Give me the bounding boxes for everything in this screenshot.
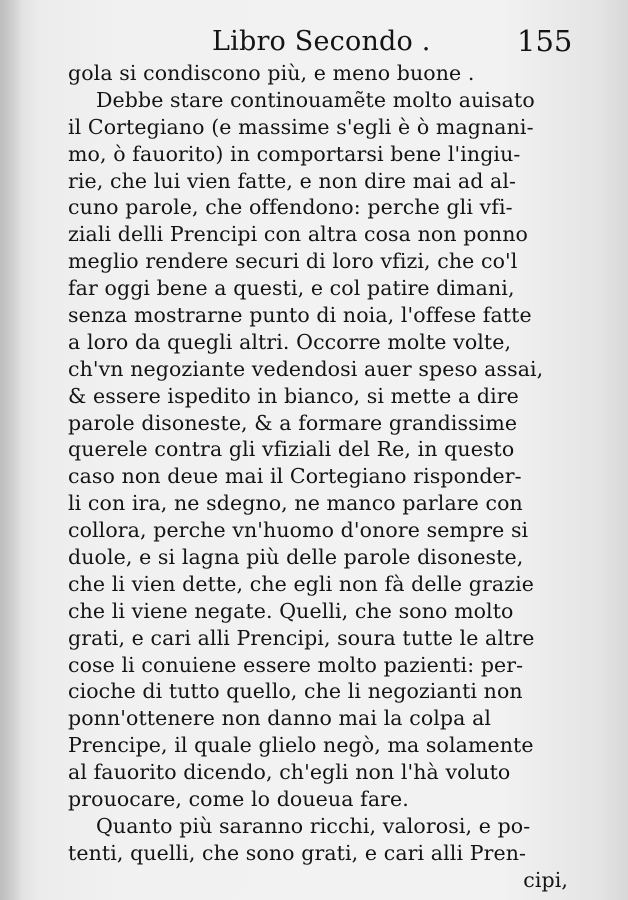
text-line: al fauorito dicendo, ch'egli non l'hà voluto <box>68 760 511 785</box>
text-line: li con ira, ne sdegno, ne manco parlare con <box>68 491 523 516</box>
text-line: a loro da quegli altri. Occorre molte volte, <box>68 329 512 354</box>
text-line: grati, e cari alli Prencipi, soura tutte le altre <box>68 625 535 650</box>
text-line: querele contra gli vfiziali del Re, in questo <box>68 437 515 462</box>
text-line: duole, e si lagna più delle parole disoneste, <box>68 545 524 570</box>
text-line: il Cortegiano (e massime s'egli è ò magnani- <box>68 114 534 139</box>
body-text <box>68 60 578 894</box>
text-line: gola si condiscono più, e meno buone . <box>68 61 475 85</box>
text-line: caso non deue mai il Cortegiano risponder- <box>68 464 522 489</box>
text-line: far oggi bene a questi, e col patire dimani, <box>68 276 515 301</box>
text-line: ziali delli Prencipi con altra cosa non ponno <box>68 222 528 247</box>
text-line: tenti, quelli, che sono grati, e cari alli Pren- <box>68 840 527 865</box>
text-line: ponn'ottenere non danno mai la colpa al <box>68 706 492 731</box>
text-line: ch'vn negoziante vedendosi auer speso assai, <box>68 356 544 381</box>
text-line: cioche di tutto quello, che li negozianti non <box>68 679 523 704</box>
text-line: parole disoneste, & a formare grandissime <box>68 410 518 435</box>
text-line: che li viene negate. Quelli, che sono molto <box>68 598 514 623</box>
text-line: meglio rendere securi di loro vfizi, che co'l <box>68 249 518 274</box>
text-line: prouocare, come lo doueua fare. <box>68 787 409 812</box>
text-line: Debbe stare continouamẽte molto auisato <box>96 87 535 112</box>
text-line: mo, ò fauorito) in comportarsi bene l'ingiu- <box>68 141 521 166</box>
text-line: cose li conuiene essere molto pazienti: per- <box>68 652 524 677</box>
text-line: Prencipe, il quale glielo negò, ma solamente <box>68 733 534 758</box>
text-line: collora, perche vn'huomo d'onore sempre si <box>68 518 529 543</box>
text-line: rie, che lui vien fatte, e non dire mai ad al- <box>68 168 517 193</box>
text-line: Quanto più saranno ricchi, valorosi, e po- <box>96 813 531 838</box>
page-number: 155 <box>517 24 573 58</box>
text-line: cuno parole, che offendono: perche gli vfi- <box>68 195 513 220</box>
text-line: & essere ispedito in bianco, si mette a dire <box>68 383 519 408</box>
catchword: cipi, <box>523 867 568 892</box>
text-line: senza mostrarne punto di noia, l'offese fatte <box>68 303 532 328</box>
running-title: Libro Secondo . <box>212 26 431 57</box>
page-gutter-shadow <box>0 0 22 900</box>
text-line: che li vien dette, che egli non fà delle grazie <box>68 571 534 596</box>
page-header <box>0 22 628 62</box>
